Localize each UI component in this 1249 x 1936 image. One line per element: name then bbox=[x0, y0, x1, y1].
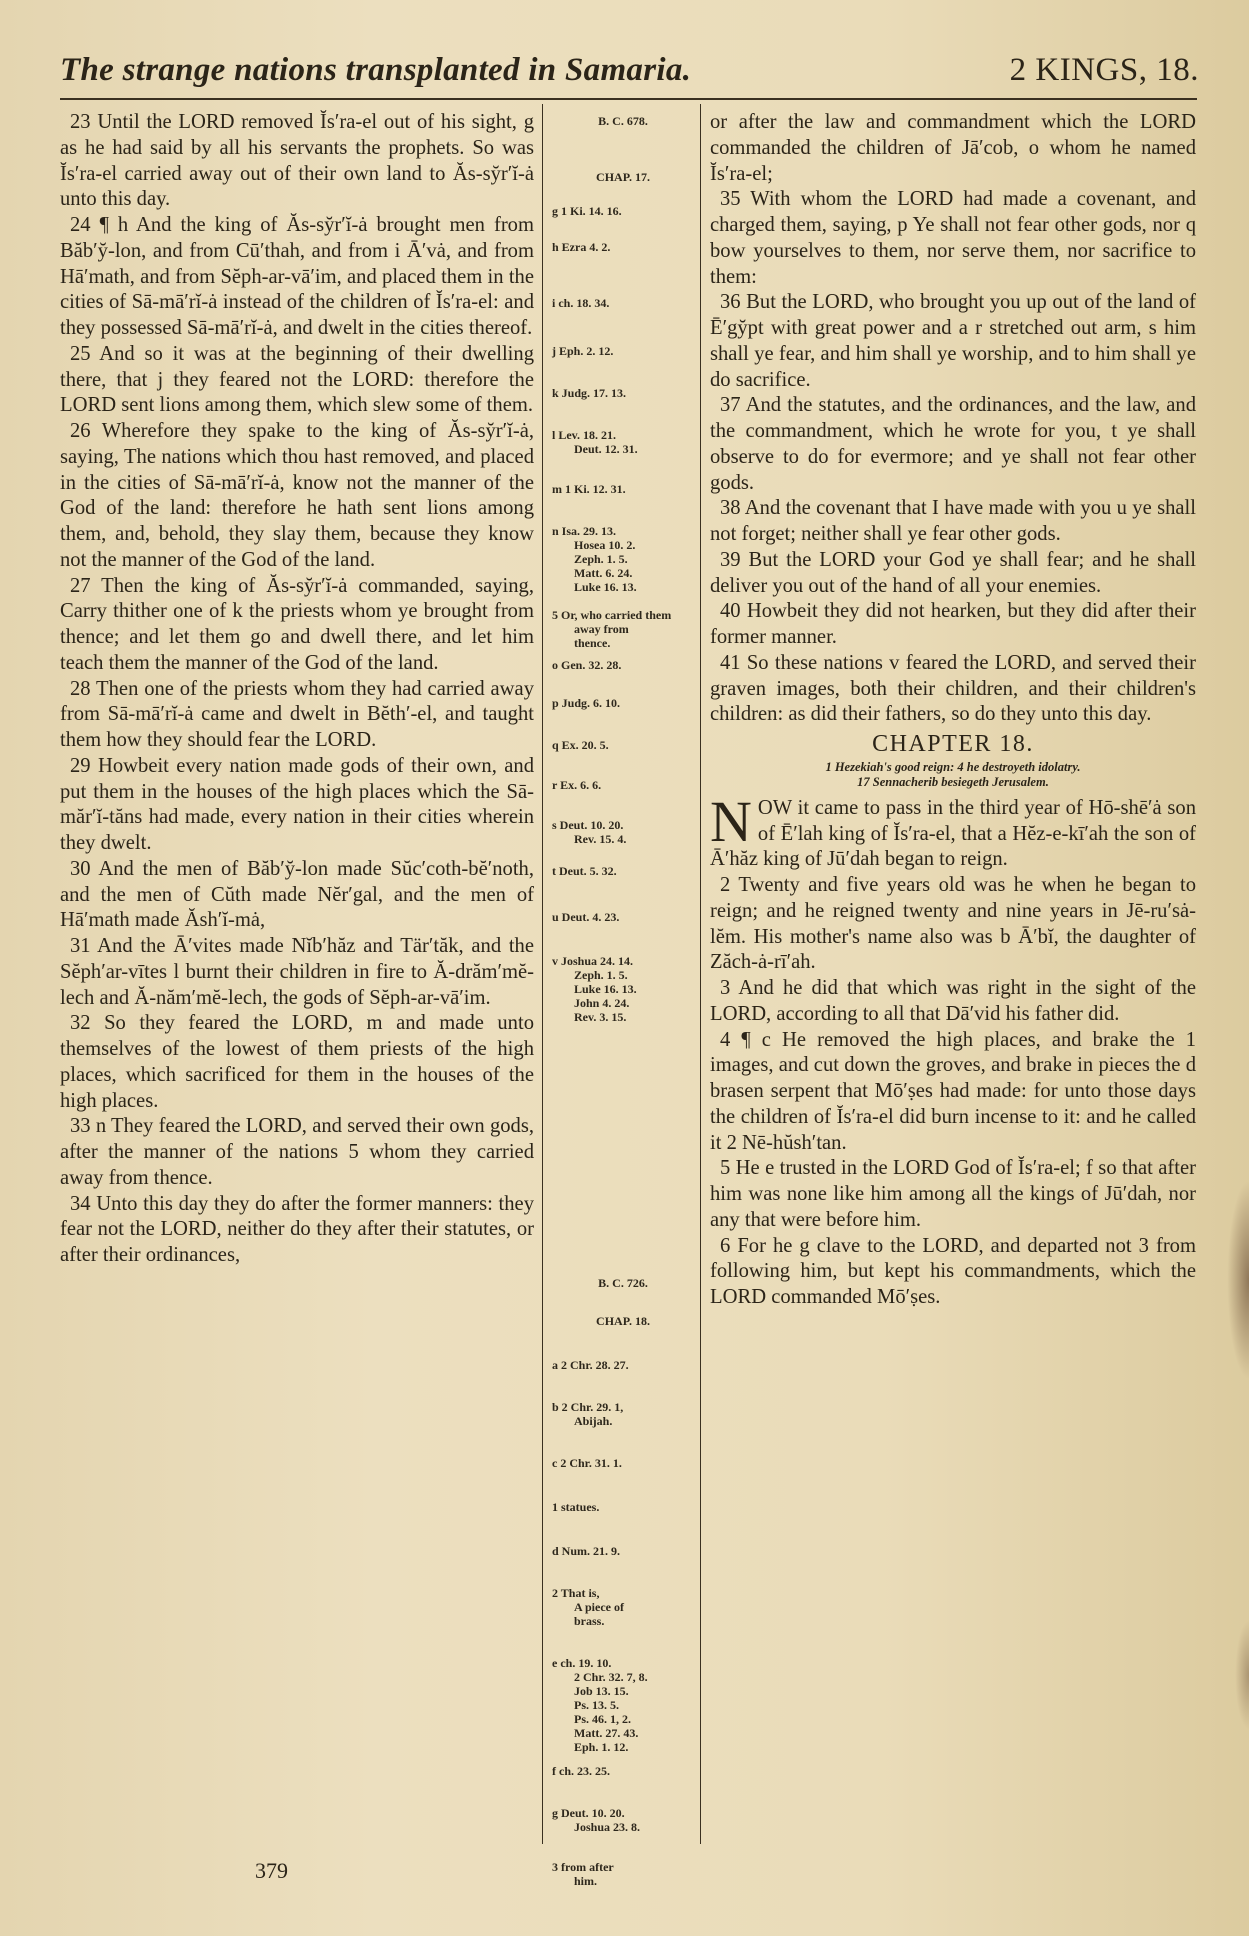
margin-ref: 3 from after him. bbox=[552, 1860, 614, 1888]
page-number: 379 bbox=[255, 1858, 288, 1883]
margin-ref: t Deut. 5. 32. bbox=[552, 864, 617, 878]
right-text-column bbox=[710, 110, 1196, 1311]
margin-ref: 1 statues. bbox=[552, 1500, 600, 1514]
verse-34-cont: or after the law and commandment which the LORD commanded the children of Jā′cob, o whom he named Ĭs′ra-el; bbox=[710, 111, 1196, 185]
verse-32: 32 So they feared the LORD, m and made unto themselves of the lowest of them priests of the high places, which sacrificed for them in the houses of the high places. bbox=[60, 1012, 534, 1112]
margin-ref: n Isa. 29. 13. Hosea 10. 2. Zeph. 1. 5. Matt. 6. 24. Luke 16. 13. bbox=[552, 524, 637, 594]
verse-34: 34 Unto this day they do after the former manners: they fear not the LORD, neither do they after their statutes, or after their ordinances, bbox=[60, 1192, 534, 1266]
verse-36: 36 But the LORD, who brought you up out of the land of Ē′gy̆pt with great power and a r stretched out arm, s him shall ye fear, and him shall ye worship, and to him shall ye do sacrifice. bbox=[710, 291, 1196, 391]
margin-ref: a 2 Chr. 28. 27. bbox=[552, 1358, 629, 1372]
verse-27: 27 Then the king of Ăs-sy̆r′ĭ-ȧ commanded, saying, Carry thither one of k the priests whom ye brought from thence; and let them go and dwell there, and let him teach them the manner of the God of the land. bbox=[60, 574, 534, 674]
margin-ref: v Joshua 24. 14. Zeph. 1. 5. Luke 16. 13. John 4. 24. Rev. 3. 15. bbox=[552, 954, 637, 1024]
running-head bbox=[60, 52, 1199, 96]
verse-25: 25 And so it was at the beginning of their dwelling there, that j they feared not the LORD: therefore the LORD sent lions among them, which slew some of them. bbox=[60, 342, 534, 417]
drop-cap: N bbox=[710, 788, 752, 854]
margin-ref: j Eph. 2. 12. bbox=[552, 344, 614, 358]
verse-28: 28 Then one of the priests whom they had carried away from Sā-mā′rĭ-ȧ came and dwelt in Bĕth′-el, and taught them how they should fear the LORD. bbox=[60, 677, 534, 751]
chapter-summary bbox=[710, 760, 1196, 790]
verse-1 bbox=[710, 788, 1196, 873]
running-head-book-chapter: 2 KINGS, 18. bbox=[1009, 52, 1199, 88]
verse-35: 35 With whom the LORD had made a covenant, and charged them, saying, p Ye shall not fear other gods, nor q bow yourselves to them, nor serve them, nor sacrifice to them: bbox=[710, 188, 1196, 288]
margin-ref: f ch. 23. 25. bbox=[552, 1764, 610, 1778]
header-rule bbox=[60, 98, 1197, 100]
margin-ref: h Ezra 4. 2. bbox=[552, 240, 611, 254]
margin-ref: k Judg. 17. 13. bbox=[552, 386, 627, 400]
verse-39: 39 But the LORD your God ye shall fear; and he shall deliver you out of the hand of all your enemies. bbox=[710, 548, 1196, 597]
margin-ref: l Lev. 18. 21. Deut. 12. 31. bbox=[552, 428, 638, 456]
verse-24: 24 ¶ h And the king of Ăs-sy̆r′ĭ-ȧ brought men from Băb′y̆-lon, and from Cū′thah, and from i Ā′vȧ, and from Hā′math, and from Sĕph-ar-vā′im, and placed them in the cities of Sā-mā′rĭ-ȧ instead of the children of Ĭs′ra-el: and they possessed Sā-mā′rĭ-ȧ, and dwelt in the cities thereof. bbox=[60, 214, 534, 339]
margin-chapter-top: CHAP. 17. bbox=[596, 170, 650, 184]
margin-ref: g Deut. 10. 20. Joshua 23. 8. bbox=[552, 1806, 641, 1834]
running-head-title: The strange nations transplanted in Samaria. bbox=[60, 52, 692, 88]
margin-ref: 5 Or, who carried them away from thence. bbox=[552, 608, 672, 650]
margin-ref: m 1 Ki. 12. 31. bbox=[552, 482, 626, 496]
chapter-heading: CHAPTER 18. bbox=[872, 731, 1034, 757]
margin-ref: g 1 Ki. 14. 16. bbox=[552, 204, 622, 218]
verse-5: 5 He e trusted in the LORD God of Ĭs′ra-el; f so that after him was none like him among all the kings of Jū′dah, nor any that were before him. bbox=[710, 1157, 1196, 1231]
chapter-summary-line-1: 1 Hezekiah's good reign: 4 he destroyeth idolatry. bbox=[825, 759, 1081, 774]
margin-ref: b 2 Chr. 29. 1, Abijah. bbox=[552, 1400, 624, 1428]
margin-ref: i ch. 18. 34. bbox=[552, 296, 610, 310]
page-edge-shadow bbox=[1227, 1180, 1249, 1380]
margin-date-top: B. C. 678. bbox=[598, 114, 648, 128]
margin-ref: c 2 Chr. 31. 1. bbox=[552, 1456, 622, 1470]
verse-2: 2 Twenty and five years old was he when he began to reign; and he reigned twenty and nine years in Jē-ru′sȧ-lĕm. His mother's name also was b Ā′bĭ, the daughter of Zăch-ȧ-rī′ah. bbox=[710, 874, 1196, 974]
verse-3: 3 And he did that which was right in the sight of the LORD, according to all that Dā′vid his father did. bbox=[710, 977, 1196, 1025]
verse-6: 6 For he g clave to the LORD, and departed not 3 from following him, but kept his commandments, which the LORD commanded Mō′ṣes. bbox=[710, 1234, 1196, 1308]
verse-40: 40 Howbeit they did not hearken, but they did after their former manner. bbox=[710, 600, 1196, 648]
margin-ref: u Deut. 4. 23. bbox=[552, 910, 620, 924]
verse-31: 31 And the Ā′vites made Nĭb′hăz and Tär′tăk, and the Sĕph′ar-vītes l burnt their children in fire to Ă-drăm′mĕ-lech and Ă-năm′mĕ-lech, the gods of Sĕph-ar-vā′im. bbox=[60, 935, 534, 1009]
column-divider-right bbox=[700, 104, 701, 1844]
verse-33: 33 n They feared the LORD, and served their own gods, after the manner of the nations 5 whom they carried away from thence. bbox=[60, 1115, 534, 1189]
verse-30: 30 And the men of Băb′y̆-lon made Sŭc′coth-bĕ′noth, and the men of Cŭth made Nĕr′gal, and the men of Hā′math made Ăsh′ĭ-mȧ, bbox=[60, 857, 534, 932]
verse-1-text: OW it came to pass in the third year of Hō-shē′ȧ son of Ē′lah king of Ĭs′ra-el, that a Hĕz-e-kī′ah the son of Ā′hăz king of Jū′dah began to reign. bbox=[710, 796, 1196, 871]
margin-ref: d Num. 21. 9. bbox=[552, 1544, 621, 1558]
chapter-summary-line-2: 17 Sennacherib besiegeth Jerusalem. bbox=[857, 774, 1049, 789]
verse-29: 29 Howbeit every nation made gods of their own, and put them in the houses of the high places which the Sā-măr′ĭ-tăns had made, every nation in their cities wherein they dwelt. bbox=[60, 754, 534, 854]
margin-ref: q Ex. 20. 5. bbox=[552, 738, 609, 752]
left-text-column bbox=[60, 110, 534, 1269]
verse-37: 37 And the statutes, and the ordinances, and the law, and the commandment, which he wrote for you, t ye shall observe to do for evermore; and ye shall not fear other gods. bbox=[710, 394, 1196, 494]
verse-38: 38 And the covenant that I have made with you u ye shall not forget; neither shall ye fear other gods. bbox=[710, 497, 1196, 545]
verse-26: 26 Wherefore they spake to the king of Ăs-sy̆r′ĭ-ȧ, saying, The nations which thou hast removed, and placed in the cities of Sā-mā′rĭ-ȧ, know not the manner of the God of the land: therefore he hath sent lions among them, and, behold, they slay them, because they know not the manner of the God of the land. bbox=[60, 420, 534, 571]
margin-chapter-bottom: CHAP. 18. bbox=[596, 1314, 650, 1328]
margin-ref: o Gen. 32. 28. bbox=[552, 658, 622, 672]
verse-41: 41 So these nations v feared the LORD, and served their graven images, both their children, and their children's children: as did their fathers, so do they unto this day. bbox=[710, 651, 1196, 726]
verse-4: 4 ¶ c He removed the high places, and brake the 1 images, and cut down the groves, and brake in pieces the d brasen serpent that Mō′ṣes had made: for unto those days the children of Ĭs′ra-el did burn incense to it: and he called it 2 Nē-hŭsh′tan. bbox=[710, 1028, 1196, 1154]
page-edge-shadow bbox=[1235, 1620, 1249, 1730]
column-divider-left bbox=[542, 104, 543, 1844]
margin-ref: e ch. 19. 10. 2 Chr. 32. 7, 8. Job 13. 15. Ps. 13. 5. Ps. 46. 1, 2. Matt. 27. 43. Eph. 1. 12. bbox=[552, 1656, 648, 1754]
verse-23: 23 Until the LORD removed Ĭs′ra-el out of his sight, g as he had said by all his servants the prophets. So was Ĭs′ra-el carried away out of their own land to Ăs-sy̆r′ĭ-ȧ unto this day. bbox=[60, 111, 534, 211]
margin-ref: p Judg. 6. 10. bbox=[552, 696, 621, 710]
margin-ref: 2 That is, A piece of brass. bbox=[552, 1586, 624, 1628]
margin-ref: s Deut. 10. 20. Rev. 15. 4. bbox=[552, 818, 627, 846]
margin-ref: r Ex. 6. 6. bbox=[552, 778, 602, 792]
margin-date-bottom: B. C. 726. bbox=[598, 1276, 648, 1290]
